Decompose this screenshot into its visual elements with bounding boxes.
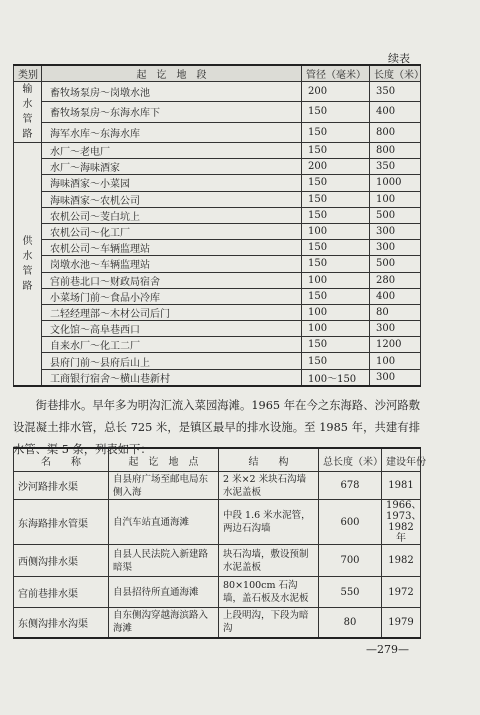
table-row bbox=[14, 122, 421, 142]
diameter-cell: 150 bbox=[302, 256, 370, 272]
length-cell: 678 bbox=[319, 472, 382, 500]
length-cell: 550 bbox=[319, 577, 382, 608]
category-char: 水 bbox=[22, 99, 33, 110]
header-name: 名 称 bbox=[14, 448, 109, 472]
table-row bbox=[14, 159, 421, 175]
diameter-cell: 150 bbox=[302, 207, 370, 223]
diameter-cell: 100～150 bbox=[302, 369, 370, 386]
table-row bbox=[14, 369, 421, 386]
length-cell: 300 bbox=[370, 369, 421, 386]
route-cell: 自来水厂～化工二厂 bbox=[42, 337, 302, 353]
category-cell bbox=[14, 143, 42, 386]
route-cell: 农机公司～芰白坑上 bbox=[42, 207, 302, 223]
diameter-cell: 200 bbox=[302, 159, 370, 175]
diameter-cell: 100 bbox=[302, 272, 370, 288]
year-cell: 1966、1973、1982 年 bbox=[382, 500, 421, 545]
table-row bbox=[14, 608, 421, 638]
structure-cell: 80×100cm 石沟墙，盖石板及水泥板 bbox=[219, 577, 319, 608]
length-cell: 300 bbox=[370, 240, 421, 256]
page-number: —279— bbox=[366, 643, 409, 656]
table-row bbox=[14, 288, 421, 304]
header-route: 起 讫 地 点 bbox=[109, 448, 219, 472]
route-cell: 自县人民法院入新建路暗渠 bbox=[109, 545, 219, 577]
year-cell: 1979 bbox=[382, 608, 421, 638]
table-header-row bbox=[14, 448, 421, 472]
table-row bbox=[14, 272, 421, 288]
header-total-length: 总长度（米） bbox=[319, 448, 382, 472]
structure-cell: 上段明沟，下段为暗沟 bbox=[219, 608, 319, 638]
length-cell: 400 bbox=[370, 102, 421, 122]
year-cell: 1981 bbox=[382, 472, 421, 500]
length-cell: 100 bbox=[370, 191, 421, 207]
route-cell: 宫前巷北口～财政局宿舍 bbox=[42, 272, 302, 288]
structure-cell: 块石沟墙，敷设预制水泥盖板 bbox=[219, 545, 319, 577]
length-cell: 350 bbox=[370, 82, 421, 102]
route-cell: 水厂～海味酒家 bbox=[42, 159, 302, 175]
year-cell: 1982 bbox=[382, 545, 421, 577]
table-row bbox=[14, 240, 421, 256]
structure-cell: 中段 1.6 米水泥管，两边石沟墙 bbox=[219, 500, 319, 545]
route-cell: 二轻经理部～木材公司后门 bbox=[42, 304, 302, 320]
table-row bbox=[14, 500, 421, 545]
table-row bbox=[14, 143, 421, 159]
table-row bbox=[14, 102, 421, 122]
diameter-cell: 150 bbox=[302, 191, 370, 207]
diameter-cell: 150 bbox=[302, 143, 370, 159]
length-cell: 280 bbox=[370, 272, 421, 288]
name-cell: 西侧沟排水渠 bbox=[14, 545, 109, 577]
table-row bbox=[14, 337, 421, 353]
diameter-cell: 150 bbox=[302, 175, 370, 191]
drainage-table bbox=[13, 447, 426, 639]
route-cell: 农机公司～化工厂 bbox=[42, 223, 302, 239]
header-category: 类别 bbox=[14, 65, 42, 82]
route-cell: 海味酒家～小菜园 bbox=[42, 175, 302, 191]
route-cell: 岗墩水池～车辆监理站 bbox=[42, 256, 302, 272]
length-cell: 400 bbox=[370, 288, 421, 304]
length-cell: 350 bbox=[370, 159, 421, 175]
length-cell: 100 bbox=[370, 353, 421, 369]
table-row bbox=[14, 191, 421, 207]
diameter-cell: 150 bbox=[302, 122, 370, 142]
route-cell: 农机公司～车辆监理站 bbox=[42, 240, 302, 256]
structure-cell: 2 米×2 米块石沟墙水泥盖板 bbox=[219, 472, 319, 500]
table-row bbox=[14, 577, 421, 608]
route-cell: 畜牧场泵房～东海水库下 bbox=[42, 102, 302, 122]
table-row bbox=[14, 353, 421, 369]
length-cell: 80 bbox=[370, 304, 421, 320]
table-row bbox=[14, 223, 421, 239]
table-row bbox=[14, 82, 421, 102]
length-cell: 300 bbox=[370, 321, 421, 337]
category-cell bbox=[14, 82, 42, 143]
route-cell: 文化馆～高阜巷西口 bbox=[42, 321, 302, 337]
diameter-cell: 150 bbox=[302, 102, 370, 122]
length-cell: 80 bbox=[319, 608, 382, 638]
year-cell: 1972 bbox=[382, 577, 421, 608]
header-length: 长度（米） bbox=[370, 65, 421, 82]
table-row bbox=[14, 207, 421, 223]
category-char: 管 bbox=[22, 265, 33, 277]
length-cell: 600 bbox=[319, 500, 382, 545]
name-cell: 宫前巷排水渠 bbox=[14, 577, 109, 608]
name-cell: 东侧沟排水沟渠 bbox=[14, 608, 109, 638]
name-cell: 东海路排水管渠 bbox=[14, 500, 109, 545]
water-pipe-table bbox=[13, 64, 424, 387]
route-cell: 自县招待所直通海滩 bbox=[109, 577, 219, 608]
length-cell: 500 bbox=[370, 207, 421, 223]
length-cell: 1000 bbox=[370, 175, 421, 191]
table-row bbox=[14, 175, 421, 191]
table-row bbox=[14, 545, 421, 577]
route-cell: 自东侧沟穿越海滨路入海滩 bbox=[109, 608, 219, 638]
route-cell: 海味酒家～农机公司 bbox=[42, 191, 302, 207]
paragraph-text: 街巷排水。早年多为明沟汇流入菜园海滩。1965 年在今之东海路、沙河路敷设混凝土排水管，总长 725 米，是镇区最早的排水设施。至 1985 年，共建有排水管、渠 5 条，列表如下： bbox=[13, 399, 420, 456]
diameter-cell: 100 bbox=[302, 321, 370, 337]
header-diameter: 管径（毫米） bbox=[302, 65, 370, 82]
route-cell: 水厂～老电厂 bbox=[42, 143, 302, 159]
header-year: 建设年份 bbox=[382, 448, 421, 472]
length-cell: 300 bbox=[370, 223, 421, 239]
diameter-cell: 150 bbox=[302, 288, 370, 304]
length-cell: 800 bbox=[370, 122, 421, 142]
route-cell: 县府门前～县府后山上 bbox=[42, 353, 302, 369]
name-cell: 沙河路排水渠 bbox=[14, 472, 109, 500]
route-cell: 自县府广场至邮电局东侧入海 bbox=[109, 472, 219, 500]
diameter-cell: 150 bbox=[302, 337, 370, 353]
header-route: 起 讫 地 段 bbox=[42, 65, 302, 82]
header-structure: 结 构 bbox=[219, 448, 319, 472]
table-row bbox=[14, 304, 421, 320]
route-cell: 畜牧场泵房～岗墩水池 bbox=[42, 82, 302, 102]
length-cell: 800 bbox=[370, 143, 421, 159]
diameter-cell: 150 bbox=[302, 240, 370, 256]
category-char: 路 bbox=[22, 280, 33, 292]
table-header-row bbox=[14, 65, 421, 82]
route-cell: 海军水库～东海水库 bbox=[42, 122, 302, 142]
table-row bbox=[14, 321, 421, 337]
length-cell: 1200 bbox=[370, 337, 421, 353]
category-char: 供 bbox=[22, 235, 33, 247]
category-char: 管 bbox=[22, 114, 33, 125]
route-cell: 小菜场门前～食品小冷库 bbox=[42, 288, 302, 304]
route-cell: 工商银行宿舍～横山巷新村 bbox=[42, 369, 302, 386]
category-char: 输 bbox=[22, 84, 33, 95]
continued-label: 续表 bbox=[388, 52, 410, 65]
diameter-cell: 100 bbox=[302, 223, 370, 239]
diameter-cell: 150 bbox=[302, 353, 370, 369]
category-char: 水 bbox=[22, 250, 33, 262]
diameter-cell: 200 bbox=[302, 82, 370, 102]
length-cell: 500 bbox=[370, 256, 421, 272]
diameter-cell: 100 bbox=[302, 304, 370, 320]
category-char: 路 bbox=[22, 129, 33, 140]
length-cell: 700 bbox=[319, 545, 382, 577]
table-row bbox=[14, 472, 421, 500]
route-cell: 自汽车站直通海滩 bbox=[109, 500, 219, 545]
table-row bbox=[14, 256, 421, 272]
